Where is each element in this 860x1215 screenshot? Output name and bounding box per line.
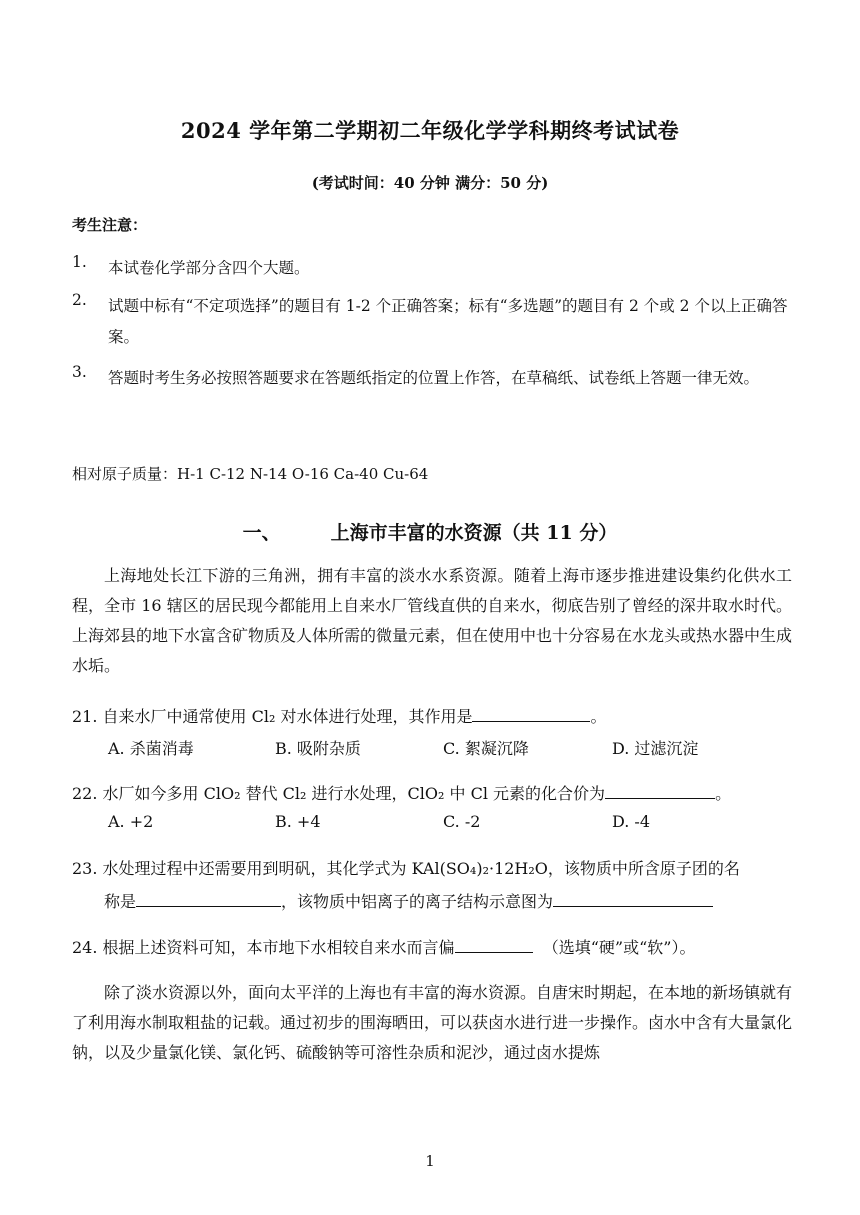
- question-23-part-a: 称是: [104, 892, 137, 911]
- intro-paragraph: 上海地处长江下游的三角洲，拥有丰富的淡水水系资源。随着上海市逐步推进建设集约化供水工程，全市 16 辖区的居民现今都能用上自来水厂管线直供的自来水，彻底告别了曾经的深井取水时代。上海郊县的地下水富含矿物质及人体所需的微量元素，但在使用中也十分容易在水龙头或热水器中生成水垢。: [72, 566, 793, 675]
- exam-subtitle: (考试时间：40 分钟 满分：50 分): [311, 174, 549, 192]
- question-23-line2: [104, 889, 713, 912]
- question-21-end: 。: [590, 707, 607, 726]
- notice-item-text: 答题时考生务必按照答题要求在答题纸指定的位置上作答，在草稿纸、试卷纸上答题一律无效。: [108, 369, 760, 387]
- question-21: [72, 704, 607, 727]
- question-22-stem: 22. 水厂如今多用 ClO₂ 替代 Cl₂ 进行水处理，ClO₂ 中 Cl 元素的化合价为: [72, 784, 606, 803]
- option-22-d: D. -4: [612, 812, 651, 831]
- question-23-line1: 23. 水处理过程中还需要用到明矾，其化学式为 KAl(SO₄)₂·12H₂O，该物质中所含原子团的名: [72, 859, 740, 878]
- answer-blank-24[interactable]: [455, 936, 533, 953]
- option-21-c: C. 絮凝沉降: [443, 739, 529, 758]
- question-22: [72, 781, 731, 804]
- answer-blank-23b[interactable]: [553, 890, 713, 907]
- notice-heading: 考生注意：: [72, 216, 148, 234]
- question-24-end: （选填“硬”或“软”）。: [542, 938, 696, 957]
- atomic-masses: 相对原子质量：H-1 C-12 N-14 O-16 Ca-40 Cu-64: [72, 465, 429, 483]
- section-number: 一、: [242, 522, 281, 544]
- answer-blank-23a[interactable]: [136, 890, 281, 907]
- notice-item-text: 试题中标有“不定项选择”的题目有 1-2 个正确答案；标有“多选题”的题目有 2 个或 2 个以上正确答案。: [108, 297, 788, 346]
- question-23-part-b: ，该物质中铝离子的离子结构示意图为: [281, 892, 554, 911]
- option-21-a: A. 杀菌消毒: [108, 739, 194, 758]
- question-21-stem: 21. 自来水厂中通常使用 Cl₂ 对水体进行处理，其作用是: [72, 707, 473, 726]
- notice-item-text: 本试卷化学部分含四个大题。: [108, 259, 310, 277]
- question-24: [72, 935, 695, 958]
- option-22-a: A. +2: [108, 812, 154, 831]
- answer-blank-21[interactable]: [472, 705, 590, 722]
- option-21-d: D. 过滤沉淀: [612, 739, 699, 758]
- notice-item-number: 3.: [72, 363, 87, 381]
- section-title: 上海市丰富的水资源（共 11 分）: [330, 522, 618, 544]
- question-24-stem: 24. 根据上述资料可知，本市地下水相较自来水而言偏: [72, 938, 455, 957]
- notice-item-number: 2.: [72, 291, 87, 309]
- option-22-b: B. +4: [275, 812, 321, 831]
- section-heading: [0, 518, 860, 545]
- answer-blank-22[interactable]: [605, 782, 715, 799]
- page-number: 1: [425, 1152, 435, 1170]
- question-22-end: 。: [715, 784, 732, 803]
- notice-item-number: 1.: [72, 253, 87, 271]
- option-22-c: C. -2: [443, 812, 481, 831]
- exam-title: 2024 学年第二学期初二年级化学学科期终考试试卷: [180, 118, 680, 143]
- option-21-b: B. 吸附杂质: [275, 739, 361, 758]
- seawater-paragraph: 除了淡水资源以外，面向太平洋的上海也有丰富的海水资源。自唐宋时期起，在本地的新场镇就有了利用海水制取粗盐的记载。通过初步的围海晒田，可以获卤水进行进一步操作。卤水中含有大量氯化钠，以及少量氯化镁、氯化钙、硫酸钠等可溶性杂质和泥沙，通过卤水提炼: [72, 983, 793, 1062]
